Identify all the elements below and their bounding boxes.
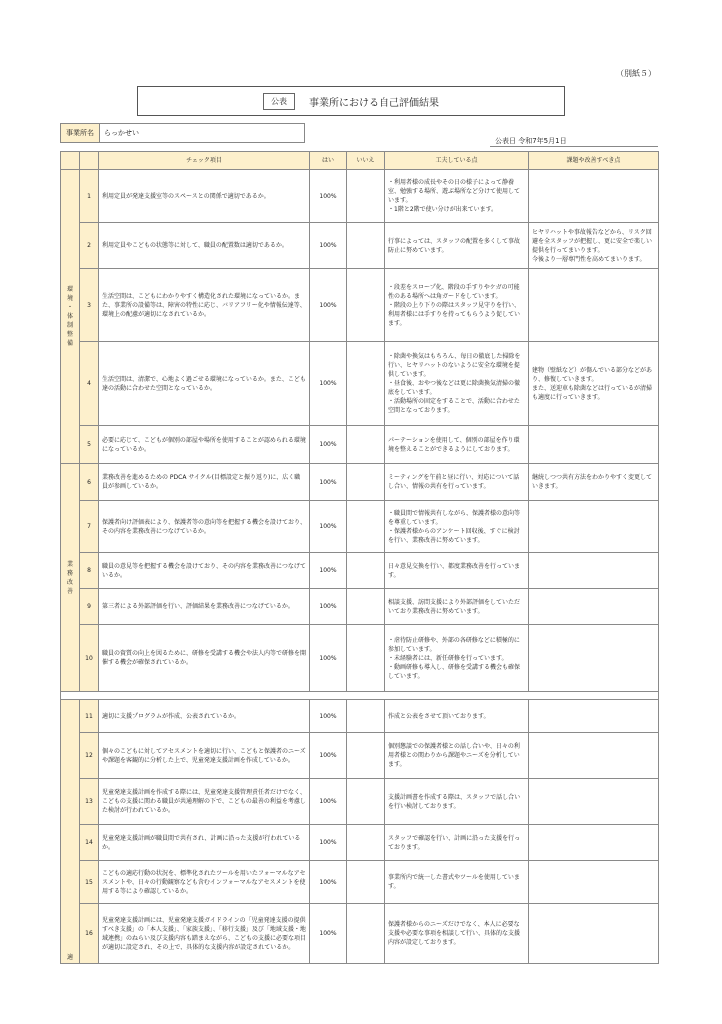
annex-label: （別紙５） <box>616 69 656 78</box>
row-issues <box>529 170 659 223</box>
row-number: 16 <box>80 904 99 964</box>
row-yes: 100% <box>310 861 347 904</box>
table-row <box>61 625 659 692</box>
row-yes: 100% <box>310 553 347 589</box>
row-check-item: 児童発達支援計画を作成する際には、児童発達支援管理責任者だけでなく、こどもの支援に関わる職員が共通理解の下で、こどもの最善の利益を考慮した検討が行われているか。 <box>99 779 310 825</box>
row-check-item: 生活空間は、こどもにわかりやすく構造化された環境になっているか。また、事業所の設備等は、障害の特性に応じ、バリアフリー化や情報伝達等、環境上の配慮が適切になされているか。 <box>99 269 310 342</box>
table-row <box>61 501 659 553</box>
row-efforts: 事業所内で統一した書式やツールを使用しています。 <box>385 861 529 904</box>
table-row <box>61 861 659 904</box>
row-no <box>347 861 385 904</box>
row-yes: 100% <box>310 733 347 779</box>
header-issues: 課題や改善すべき点 <box>529 152 659 170</box>
row-check-item: 児童発達支援計画には、児童発達支援ガイドラインの「児童発達支援の提供すべき支援」の「本人支援」、「家族支援」、「移行支援」及び「地域支援・地域連携」のねらい及び支援内容も踏まえながら、こどもの支援に必要な項目が適切に設定され、その上で、具体的な支援内容が設定されているか。 <box>99 904 310 964</box>
row-efforts: ミーティングを午前と昼に行い、対応について話し合い、情報の共有を行っています。 <box>385 464 529 501</box>
row-no <box>347 269 385 342</box>
row-yes: 100% <box>310 223 347 269</box>
row-issues <box>529 625 659 692</box>
row-efforts: 日々意見交換を行い、都度業務改善を行っています。 <box>385 553 529 589</box>
row-number: 13 <box>80 779 99 825</box>
table-row <box>61 426 659 464</box>
table-row <box>61 269 659 342</box>
row-check-item: こどもの適応行動の状況を、標準化されたツールを用いたフォーマルなアセスメントや、日々の行動観察なども含むインフォーマルなアセスメントを使用する等により確認しているか。 <box>99 861 310 904</box>
row-issues <box>529 904 659 964</box>
row-efforts: スタッフで確認を行い、計画に沿った支援を行っております。 <box>385 825 529 861</box>
header-yes: はい <box>310 152 347 170</box>
public-badge: 公表 <box>263 93 295 110</box>
table-row <box>61 589 659 625</box>
row-yes: 100% <box>310 825 347 861</box>
table-row <box>61 779 659 825</box>
row-no <box>347 342 385 426</box>
category-appropriate-support: 適 <box>61 700 80 964</box>
category-environment: 環 境 ・ 体 制 整 備 <box>61 170 80 464</box>
row-check-item: 職員の意見等を把握する機会を設けており、その内容を業務改善につなげているか。 <box>99 553 310 589</box>
row-no <box>347 625 385 692</box>
row-issues <box>529 779 659 825</box>
row-efforts: 支援計画書を作成する際は、スタッフで話し合いを行い検討しております。 <box>385 779 529 825</box>
row-yes: 100% <box>310 700 347 733</box>
row-issues <box>529 426 659 464</box>
row-no <box>347 700 385 733</box>
evaluation-table <box>60 151 659 964</box>
title-box <box>137 86 565 116</box>
row-number: 4 <box>80 342 99 426</box>
row-check-item: 生活空間は、清潔で、心地よく過ごせる環境になっているか。また、こども達の活動に合わせた空間となっているか。 <box>99 342 310 426</box>
row-no <box>347 426 385 464</box>
row-issues <box>529 861 659 904</box>
row-issues <box>529 700 659 733</box>
header-category <box>61 152 80 170</box>
publish-date-underline <box>490 146 658 147</box>
row-number: 11 <box>80 700 99 733</box>
row-yes: 100% <box>310 269 347 342</box>
row-issues: ヒヤリハットや事故報告などから、リスク回避を全スタッフが把握し、更に安全で楽しい提供を行ってまいります。 今後より一層専門性を高めてまいります。 <box>529 223 659 269</box>
row-yes: 100% <box>310 904 347 964</box>
row-number: 12 <box>80 733 99 779</box>
office-name-label: 事業所名 <box>60 123 100 143</box>
row-issues <box>529 269 659 342</box>
row-yes: 100% <box>310 342 347 426</box>
page-title: 事業所における自己評価結果 <box>309 97 439 109</box>
row-efforts: 行事によっては、スタッフの配置を多くして事故防止に努めています。 <box>385 223 529 269</box>
row-efforts: ・利用者様の成長やその日の様子によって静養室、勉強する場所、遊ぶ場所など分けて使用しています。 ・1階と2階で使い分けが出来ています。 <box>385 170 529 223</box>
table-row <box>61 170 659 223</box>
row-number: 14 <box>80 825 99 861</box>
row-issues <box>529 553 659 589</box>
table-row <box>61 342 659 426</box>
category-business-improvement: 業 務 改 善 <box>61 464 80 692</box>
row-efforts: ・虐待防止研修や、外部の各研修などに積極的に参加しています。 ・未経験者には、新任研修を行っています。 ・動画研修も導入し、研修を受講する機会も確保しています。 <box>385 625 529 692</box>
row-number: 2 <box>80 223 99 269</box>
table-row <box>61 223 659 269</box>
row-number: 10 <box>80 625 99 692</box>
table-row <box>61 464 659 501</box>
row-efforts: ・段差をスロープ化、階段の手すりやケガの可能性のある場所へは角ガードをしています。 ・階段の上り下りの際はスタッフ見守りを行い、利用者様には手すりを持ってもらうよう促しています。 <box>385 269 529 342</box>
row-number: 8 <box>80 553 99 589</box>
table-header-row <box>61 152 659 170</box>
row-issues <box>529 825 659 861</box>
row-check-item: 利用定員やこどもの状態等に対して、職員の配置数は適切であるか。 <box>99 223 310 269</box>
row-efforts: 個別懇談での保護者様との話し合いや、日々の利用者様との関わりから課題やニーズを分析しています。 <box>385 733 529 779</box>
header-number <box>80 152 99 170</box>
table-gap-row <box>61 692 659 700</box>
header-no: いいえ <box>347 152 385 170</box>
row-check-item: 適切に支援プログラムが作成、公表されているか。 <box>99 700 310 733</box>
office-name-value: らっかせい <box>100 123 305 143</box>
row-efforts: 保護者様からのニーズだけでなく、本人に必要な支援や必要な事項を相談して行い、具体的な支援内容が設定しております。 <box>385 904 529 964</box>
row-no <box>347 779 385 825</box>
row-no <box>347 553 385 589</box>
row-issues <box>529 589 659 625</box>
row-number: 3 <box>80 269 99 342</box>
table-row <box>61 825 659 861</box>
row-number: 6 <box>80 464 99 501</box>
row-check-item: 第三者による外部評価を行い、評価結果を業務改善につなげているか。 <box>99 589 310 625</box>
row-number: 5 <box>80 426 99 464</box>
row-efforts: パーテーションを使用して、個別の部屋を作り環境を整えることができるようにしております。 <box>385 426 529 464</box>
header-check-item: チェック項目 <box>99 152 310 170</box>
row-issues: 建物（壁紙など）が傷んでいる部分などがあり、修復していきます。 また、送迎車も除菌などは行っているが清掃も適度に行っていきます。 <box>529 342 659 426</box>
row-check-item: 利用定員が発達支援室等のスペースとの関係で適切であるか。 <box>99 170 310 223</box>
row-yes: 100% <box>310 426 347 464</box>
row-check-item: 職員の資質の向上を図るために、研修を受講する機会や法人内等で研修を開催する機会が確保されているか。 <box>99 625 310 692</box>
row-yes: 100% <box>310 464 347 501</box>
row-number: 15 <box>80 861 99 904</box>
row-yes: 100% <box>310 170 347 223</box>
row-check-item: 保護者向け評価表により、保護者等の意向等を把握する機会を設けており、その内容を業務改善につなげているか。 <box>99 501 310 553</box>
row-number: 9 <box>80 589 99 625</box>
row-no <box>347 733 385 779</box>
row-efforts: ・職員間で情報共有しながら、保護者様の意向等を尊重しています。 ・保護者様からのアンケート回収後、すぐに検討を行い、業務改善に努めています。 <box>385 501 529 553</box>
row-no <box>347 170 385 223</box>
row-issues <box>529 733 659 779</box>
row-number: 1 <box>80 170 99 223</box>
table-row <box>61 733 659 779</box>
row-check-item: 業務改善を進めるための PDCA サイクル(目標設定と振り返り)に、広く職員が参画しているか。 <box>99 464 310 501</box>
table-row <box>61 553 659 589</box>
row-yes: 100% <box>310 779 347 825</box>
header-efforts: 工夫している点 <box>385 152 529 170</box>
table-row <box>61 700 659 733</box>
row-yes: 100% <box>310 501 347 553</box>
row-no <box>347 464 385 501</box>
row-no <box>347 589 385 625</box>
publish-date: 公表日 令和7年5月1日 <box>495 137 567 145</box>
row-no <box>347 223 385 269</box>
row-efforts: ・除菌や換気はもちろん、毎日の徹底した掃除を行い、ヒヤリハットのないように安全な環境を提供しています。 ・昼食後、おやつ後などは更に除菌換気清掃の徹底をしています。 ・活動場所の固定をすることで、活動に合わせた空間となっております。 <box>385 342 529 426</box>
row-yes: 100% <box>310 625 347 692</box>
row-yes: 100% <box>310 589 347 625</box>
row-efforts: 相談支援、訪問支援により外部評価をしていただいており業務改善に努めています。 <box>385 589 529 625</box>
row-no <box>347 825 385 861</box>
row-issues: 継続しつつ共有方法をわかりやすく変更していきます。 <box>529 464 659 501</box>
row-no <box>347 501 385 553</box>
row-check-item: 個々のこどもに対してアセスメントを適切に行い、こどもと保護者のニーズや課題を客観的に分析した上で、児童発達支援計画を作成しているか。 <box>99 733 310 779</box>
row-number: 7 <box>80 501 99 553</box>
table-row <box>61 904 659 964</box>
row-check-item: 児童発達支援計画が職員間で共有され、計画に沿った支援が行われているか。 <box>99 825 310 861</box>
row-efforts: 作成と公表をさせて頂いております。 <box>385 700 529 733</box>
row-no <box>347 904 385 964</box>
row-issues <box>529 501 659 553</box>
row-check-item: 必要に応じて、こどもが個別の部屋や場所を使用することが認められる環境になっているか。 <box>99 426 310 464</box>
